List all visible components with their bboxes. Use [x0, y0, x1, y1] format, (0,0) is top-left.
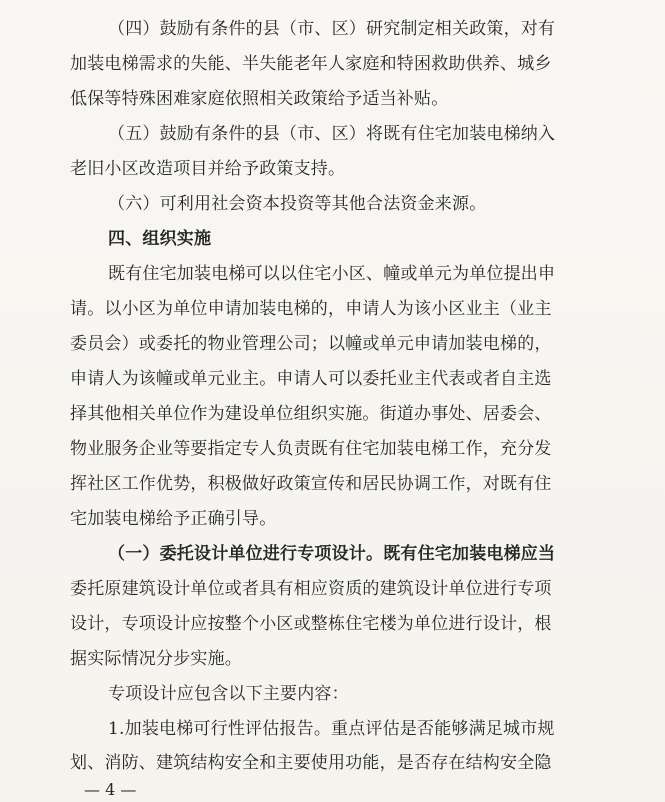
- text-line: 划、消防、建筑结构安全和主要使用功能，是否存在结构安全隐: [70, 753, 552, 773]
- text-line: 委托原建筑设计单位或者具有相应资质的建筑设计单位进行专项: [70, 579, 552, 599]
- text-line: （五）鼓励有条件的县（市、区）将既有住宅加装电梯纳入: [108, 124, 556, 144]
- section-heading: 四、组织实施: [108, 229, 212, 249]
- text-line: 老旧小区改造项目并给予政策支持。: [70, 159, 346, 179]
- text-line: 请。以小区为单位申请加装电梯的，申请人为该小区业主（业主: [70, 299, 552, 319]
- text-line: 挥社区工作优势，积极做好政策宣传和居民协调工作，对既有住: [70, 474, 552, 494]
- text-line: 择其他相关单位作为建设单位组织实施。街道办事处、居委会、: [70, 404, 552, 424]
- text-line: 宅加装电梯给予正确引导。: [70, 509, 277, 529]
- text-line: 设计，专项设计应按整个小区或整栋住宅楼为单位进行设计，根: [70, 614, 552, 634]
- page-number: — 4 —: [84, 780, 137, 799]
- text-line: 加装电梯需求的失能、半失能老年人家庭和特困救助供养、城乡: [70, 54, 552, 74]
- text-line: （四）鼓励有条件的县（市、区）研究制定相关政策，对有: [108, 19, 556, 39]
- subsection-heading: （一）委托设计单位进行专项设计。既有住宅加装电梯应当: [108, 544, 556, 564]
- text-line: 委员会）或委托的物业管理公司；以幢或单元申请加装电梯的，: [70, 334, 552, 354]
- text-line: 1.加装电梯可行性评估报告。重点评估是否能够满足城市规: [108, 719, 555, 739]
- text-line: 专项设计应包含以下主要内容：: [108, 684, 349, 704]
- text-line: 既有住宅加装电梯可以以住宅小区、幢或单元为单位提出申: [108, 264, 556, 284]
- text-line: （六）可利用社会资本投资等其他合法资金来源。: [108, 194, 487, 214]
- text-line: 申请人为该幢或单元业主。申请人可以委托业主代表或者自主选: [70, 369, 552, 389]
- text-line: 据实际情况分步实施。: [70, 649, 242, 669]
- text-line: 低保等特殊困难家庭依照相关政策给予适当补贴。: [70, 89, 449, 109]
- text-line: 物业服务企业等要指定专人负责既有住宅加装电梯工作，充分发: [70, 439, 552, 459]
